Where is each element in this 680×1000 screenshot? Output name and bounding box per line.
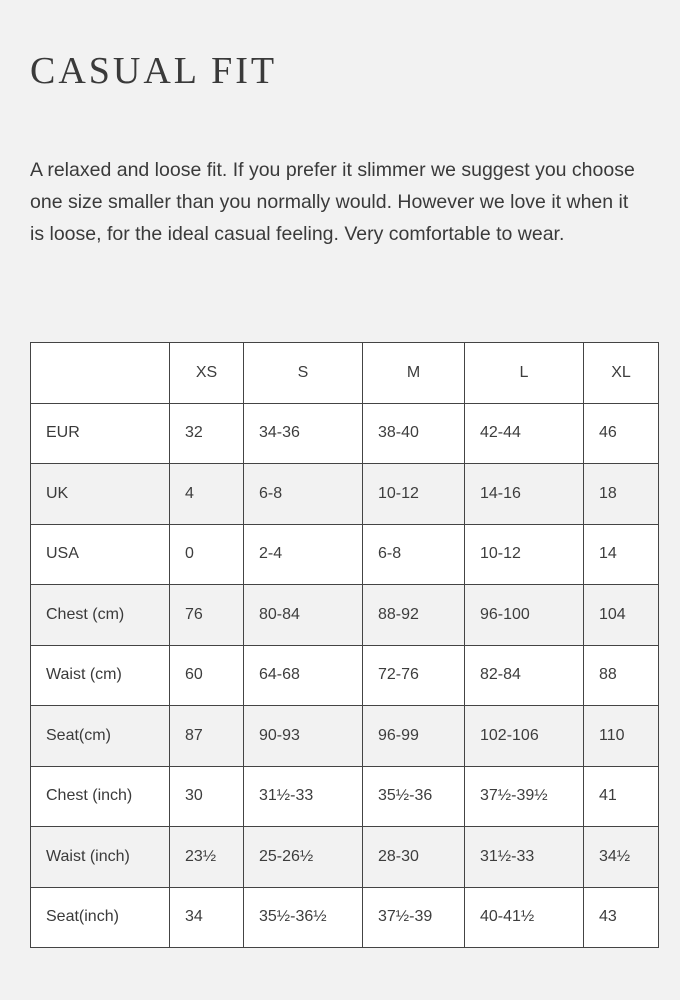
table-cell: 14 — [584, 524, 659, 585]
row-label: EUR — [31, 403, 170, 464]
row-label: Seat(cm) — [31, 706, 170, 767]
table-cell: 110 — [584, 706, 659, 767]
table-cell: 10-12 — [465, 524, 584, 585]
table-row — [31, 585, 659, 646]
table-row — [31, 464, 659, 525]
header-size-xs: XS — [170, 343, 244, 404]
header-size-m: M — [363, 343, 465, 404]
table-row — [31, 766, 659, 827]
table-cell: 87 — [170, 706, 244, 767]
table-cell: 43 — [584, 887, 659, 948]
table-cell: 31½-33 — [465, 827, 584, 888]
table-cell: 96-100 — [465, 585, 584, 646]
table-cell: 25-26½ — [244, 827, 363, 888]
page-title: CASUAL FIT — [30, 50, 278, 92]
table-cell: 23½ — [170, 827, 244, 888]
table-cell: 30 — [170, 766, 244, 827]
table-cell: 104 — [584, 585, 659, 646]
header-size-xl: XL — [584, 343, 659, 404]
header-corner-cell — [31, 343, 170, 404]
table-cell: 6-8 — [244, 464, 363, 525]
table-cell: 10-12 — [363, 464, 465, 525]
table-cell: 37½-39 — [363, 887, 465, 948]
table-cell: 96-99 — [363, 706, 465, 767]
table-cell: 28-30 — [363, 827, 465, 888]
table-cell: 42-44 — [465, 403, 584, 464]
table-row — [31, 706, 659, 767]
table-cell: 46 — [584, 403, 659, 464]
table-cell: 38-40 — [363, 403, 465, 464]
table-cell: 6-8 — [363, 524, 465, 585]
table-cell: 64-68 — [244, 645, 363, 706]
row-label: Chest (cm) — [31, 585, 170, 646]
table-row — [31, 645, 659, 706]
row-label: UK — [31, 464, 170, 525]
table-cell: 60 — [170, 645, 244, 706]
table-cell: 2-4 — [244, 524, 363, 585]
row-label: USA — [31, 524, 170, 585]
table-cell: 18 — [584, 464, 659, 525]
table-row — [31, 827, 659, 888]
table-cell: 82-84 — [465, 645, 584, 706]
table-cell: 37½-39½ — [465, 766, 584, 827]
table-cell: 72-76 — [363, 645, 465, 706]
size-chart-table — [30, 342, 659, 948]
table-cell: 40-41½ — [465, 887, 584, 948]
fit-description: A relaxed and loose fit. If you prefer it slimmer we suggest you choose one size smaller than you normally would. However we love it when it is loose, for the ideal casual feeling. Very comfortable to wear. — [30, 159, 635, 245]
table-cell: 41 — [584, 766, 659, 827]
row-label: Chest (inch) — [31, 766, 170, 827]
table-cell: 4 — [170, 464, 244, 525]
table-row — [31, 887, 659, 948]
table-cell: 102-106 — [465, 706, 584, 767]
table-row — [31, 524, 659, 585]
table-cell: 90-93 — [244, 706, 363, 767]
table-cell: 80-84 — [244, 585, 363, 646]
table-cell: 32 — [170, 403, 244, 464]
table-cell: 35½-36½ — [244, 887, 363, 948]
table-cell: 14-16 — [465, 464, 584, 525]
row-label: Waist (inch) — [31, 827, 170, 888]
row-label: Waist (cm) — [31, 645, 170, 706]
header-size-s: S — [244, 343, 363, 404]
table-row — [31, 403, 659, 464]
table-cell: 76 — [170, 585, 244, 646]
table-cell: 31½-33 — [244, 766, 363, 827]
table-cell: 88-92 — [363, 585, 465, 646]
table-cell: 35½-36 — [363, 766, 465, 827]
size-header-row — [31, 343, 659, 404]
header-size-l: L — [465, 343, 584, 404]
table-cell: 34-36 — [244, 403, 363, 464]
table-cell: 34 — [170, 887, 244, 948]
table-cell: 88 — [584, 645, 659, 706]
table-cell: 34½ — [584, 827, 659, 888]
row-label: Seat(inch) — [31, 887, 170, 948]
table-cell: 0 — [170, 524, 244, 585]
